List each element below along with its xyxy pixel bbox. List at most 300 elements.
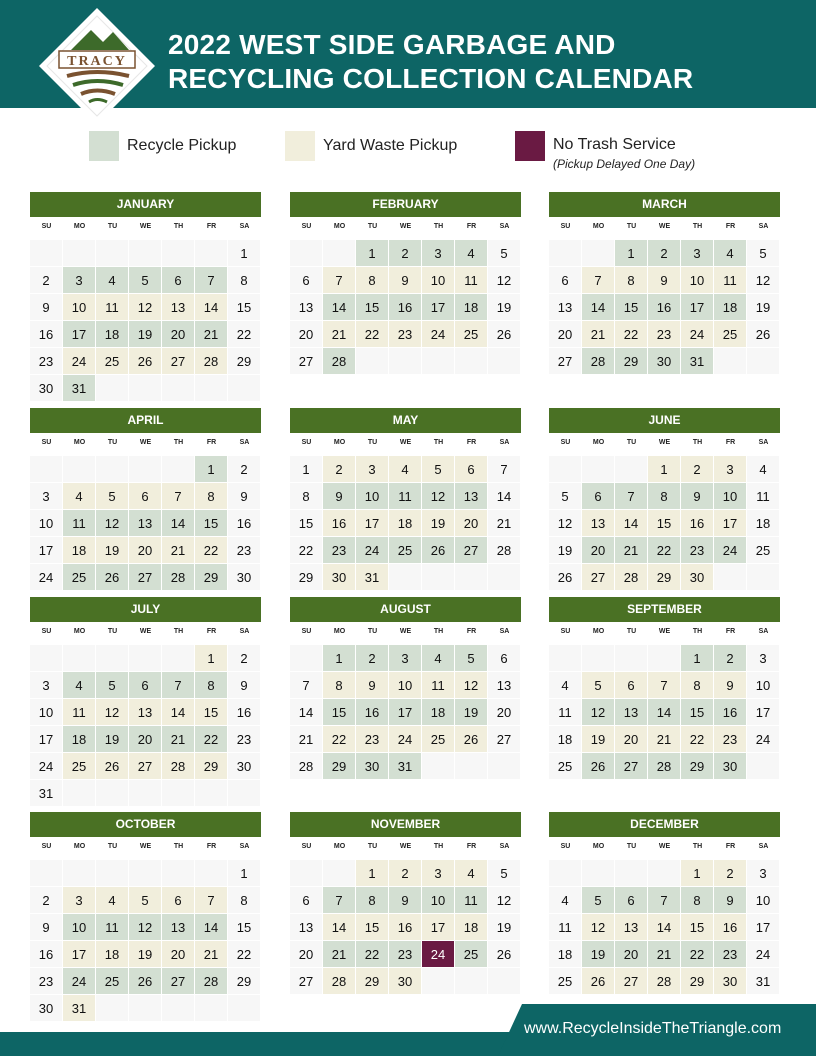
weekday-label: MO	[333, 843, 346, 850]
day-cell: 5	[549, 483, 581, 509]
day-cell: 15	[290, 510, 322, 536]
day-cell: 16	[30, 321, 62, 347]
day-cell: 4	[455, 860, 487, 886]
day-cell: 19	[96, 726, 128, 752]
day-cell: 26	[96, 564, 128, 590]
day-cell: 17	[747, 914, 779, 940]
day-cell: 26	[488, 321, 520, 347]
day-cell: 18	[389, 510, 421, 536]
weekday-label: TH	[692, 223, 703, 230]
day-cell: 6	[162, 887, 194, 913]
weekday-label: TH	[433, 223, 444, 230]
empty-cell	[389, 348, 421, 374]
month-title: JULY	[30, 597, 261, 622]
day-cell: 3	[30, 483, 62, 509]
weekday-label: SU	[301, 223, 312, 230]
day-cell: 15	[356, 294, 388, 320]
day-cell: 16	[228, 699, 260, 725]
day-cell: 6	[162, 267, 194, 293]
day-cell: 3	[747, 645, 779, 671]
day-cell: 7	[290, 672, 322, 698]
day-cell: 29	[228, 968, 260, 994]
empty-cell	[488, 968, 520, 994]
weekday-header	[290, 436, 521, 456]
weekday-label: WE	[658, 223, 671, 230]
empty-cell	[747, 753, 779, 779]
day-cell: 29	[615, 348, 647, 374]
day-cell: 18	[549, 726, 581, 752]
weekday-label: TH	[692, 439, 703, 446]
month-april	[30, 408, 261, 590]
day-cell: 14	[195, 914, 227, 940]
empty-cell	[96, 645, 128, 671]
day-cell: 6	[455, 456, 487, 482]
day-cell: 10	[63, 914, 95, 940]
day-cell: 28	[162, 564, 194, 590]
day-cell: 8	[195, 672, 227, 698]
weekday-label: MO	[73, 439, 86, 446]
weekday-label: TU	[626, 843, 637, 850]
empty-cell	[162, 645, 194, 671]
day-cell: 22	[681, 726, 713, 752]
day-cell: 17	[422, 914, 454, 940]
day-cell: 5	[96, 483, 128, 509]
day-cell: 10	[389, 672, 421, 698]
day-cell: 13	[455, 483, 487, 509]
day-grid	[549, 860, 780, 994]
day-cell: 7	[648, 887, 680, 913]
day-cell: 16	[389, 914, 421, 940]
day-cell: 24	[422, 321, 454, 347]
day-cell: 10	[30, 510, 62, 536]
day-cell: 14	[162, 510, 194, 536]
day-cell: 12	[488, 267, 520, 293]
month-title: OCTOBER	[30, 812, 261, 837]
day-cell: 6	[129, 672, 161, 698]
empty-cell	[389, 564, 421, 590]
day-cell: 18	[455, 914, 487, 940]
weekday-label: SA	[239, 223, 250, 230]
empty-cell	[422, 564, 454, 590]
day-cell: 2	[389, 860, 421, 886]
day-cell: 18	[549, 941, 581, 967]
day-cell: 17	[30, 537, 62, 563]
day-cell: 5	[582, 672, 614, 698]
day-grid	[30, 645, 261, 806]
day-cell: 24	[747, 941, 779, 967]
empty-cell	[582, 645, 614, 671]
day-cell: 31	[681, 348, 713, 374]
day-cell: 22	[356, 941, 388, 967]
day-cell: 21	[488, 510, 520, 536]
day-cell: 4	[63, 483, 95, 509]
empty-cell	[129, 375, 161, 401]
weekday-label: SU	[301, 628, 312, 635]
day-cell: 12	[582, 914, 614, 940]
day-cell: 4	[455, 240, 487, 266]
day-cell: 30	[648, 348, 680, 374]
day-cell: 8	[681, 887, 713, 913]
empty-cell	[30, 645, 62, 671]
day-cell: 17	[681, 294, 713, 320]
day-cell: 11	[96, 294, 128, 320]
day-cell: 30	[30, 995, 62, 1021]
day-cell: 11	[455, 887, 487, 913]
footer-url[interactable]: www.RecycleInsideTheTriangle.com	[524, 1020, 782, 1037]
month-august	[290, 597, 521, 779]
day-cell: 14	[648, 914, 680, 940]
weekday-label: SU	[560, 439, 571, 446]
empty-cell	[195, 780, 227, 806]
weekday-label: MO	[73, 843, 86, 850]
empty-cell	[747, 348, 779, 374]
day-cell: 16	[30, 941, 62, 967]
day-cell: 3	[714, 456, 746, 482]
day-cell: 31	[747, 968, 779, 994]
day-cell: 8	[228, 267, 260, 293]
weekday-label: SA	[239, 439, 250, 446]
day-cell: 6	[549, 267, 581, 293]
day-cell: 20	[162, 321, 194, 347]
day-cell: 9	[30, 914, 62, 940]
empty-cell	[290, 240, 322, 266]
weekday-label: MO	[73, 223, 86, 230]
day-cell: 23	[648, 321, 680, 347]
day-cell: 30	[681, 564, 713, 590]
day-cell: 1	[195, 456, 227, 482]
day-cell: 7	[648, 672, 680, 698]
yard-swatch	[285, 131, 315, 161]
day-cell: 26	[129, 968, 161, 994]
empty-cell	[129, 780, 161, 806]
day-cell: 22	[356, 321, 388, 347]
day-cell: 24	[356, 537, 388, 563]
day-cell: 6	[582, 483, 614, 509]
day-cell: 23	[323, 537, 355, 563]
weekday-label: TU	[367, 439, 378, 446]
weekday-label: FR	[466, 223, 477, 230]
empty-cell	[323, 860, 355, 886]
day-cell: 4	[96, 267, 128, 293]
weekday-label: WE	[139, 439, 152, 446]
weekday-label: TU	[626, 223, 637, 230]
logo-text: TRACY	[67, 54, 127, 69]
day-cell: 13	[290, 294, 322, 320]
empty-cell	[422, 968, 454, 994]
weekday-label: TH	[433, 843, 444, 850]
day-cell: 25	[747, 537, 779, 563]
day-cell: 27	[129, 753, 161, 779]
day-cell: 31	[389, 753, 421, 779]
day-cell: 22	[228, 941, 260, 967]
day-grid	[290, 456, 521, 590]
empty-cell	[714, 564, 746, 590]
day-cell: 11	[549, 914, 581, 940]
day-cell: 18	[714, 294, 746, 320]
day-cell: 18	[422, 699, 454, 725]
day-cell: 4	[96, 887, 128, 913]
day-cell: 27	[129, 564, 161, 590]
day-cell: 7	[162, 672, 194, 698]
day-cell: 23	[228, 537, 260, 563]
empty-cell	[195, 375, 227, 401]
day-cell: 5	[455, 645, 487, 671]
day-cell: 18	[455, 294, 487, 320]
day-grid	[549, 240, 780, 374]
day-cell: 14	[582, 294, 614, 320]
weekday-label: SU	[560, 628, 571, 635]
weekday-label: TH	[692, 628, 703, 635]
empty-cell	[228, 780, 260, 806]
day-cell: 12	[96, 510, 128, 536]
empty-cell	[96, 375, 128, 401]
day-cell: 29	[290, 564, 322, 590]
day-cell: 11	[422, 672, 454, 698]
day-cell: 4	[714, 240, 746, 266]
day-cell: 27	[162, 348, 194, 374]
day-cell: 26	[582, 753, 614, 779]
month-march	[549, 192, 780, 374]
day-cell: 13	[162, 914, 194, 940]
weekday-label: TU	[367, 628, 378, 635]
weekday-label: TH	[173, 628, 184, 635]
weekday-label: WE	[139, 628, 152, 635]
empty-cell	[195, 240, 227, 266]
day-cell: 26	[129, 348, 161, 374]
empty-cell	[96, 780, 128, 806]
day-cell: 14	[323, 294, 355, 320]
day-cell: 26	[488, 941, 520, 967]
day-cell: 22	[323, 726, 355, 752]
day-cell: 24	[63, 968, 95, 994]
day-cell: 29	[356, 968, 388, 994]
weekday-label: SU	[41, 439, 52, 446]
day-cell: 14	[195, 294, 227, 320]
empty-cell	[30, 240, 62, 266]
day-cell: 5	[422, 456, 454, 482]
empty-cell	[129, 860, 161, 886]
weekday-label: SA	[499, 223, 510, 230]
day-cell: 25	[96, 348, 128, 374]
day-cell: 8	[290, 483, 322, 509]
day-cell: 21	[648, 941, 680, 967]
day-cell: 28	[582, 348, 614, 374]
empty-cell	[648, 860, 680, 886]
weekday-header	[290, 625, 521, 645]
day-cell: 29	[323, 753, 355, 779]
day-cell: 20	[129, 726, 161, 752]
weekday-header	[30, 220, 261, 240]
weekday-label: TU	[107, 439, 118, 446]
day-cell: 8	[681, 672, 713, 698]
day-cell: 9	[648, 267, 680, 293]
day-cell: 31	[63, 995, 95, 1021]
day-cell: 4	[747, 456, 779, 482]
day-cell: 16	[323, 510, 355, 536]
weekday-label: FR	[725, 439, 736, 446]
day-cell: 15	[195, 699, 227, 725]
day-cell: 27	[290, 348, 322, 374]
empty-cell	[582, 456, 614, 482]
weekday-label: SA	[499, 439, 510, 446]
empty-cell	[549, 240, 581, 266]
no-trash-label: No Trash Service	[553, 136, 676, 153]
weekday-label: WE	[399, 223, 412, 230]
day-cell: 12	[488, 887, 520, 913]
month-may	[290, 408, 521, 590]
empty-cell	[96, 240, 128, 266]
day-cell: 22	[290, 537, 322, 563]
empty-cell	[290, 645, 322, 671]
weekday-label: SU	[560, 843, 571, 850]
day-cell: 9	[30, 294, 62, 320]
weekday-label: SA	[758, 223, 769, 230]
day-cell: 25	[96, 968, 128, 994]
weekday-header	[549, 220, 780, 240]
day-cell: 28	[323, 348, 355, 374]
weekday-label: SU	[560, 223, 571, 230]
day-cell: 15	[228, 294, 260, 320]
day-grid	[30, 860, 261, 1021]
empty-cell	[129, 456, 161, 482]
day-cell: 7	[323, 267, 355, 293]
empty-cell	[582, 860, 614, 886]
weekday-label: SU	[301, 843, 312, 850]
weekday-label: WE	[658, 628, 671, 635]
weekday-label: WE	[139, 223, 152, 230]
day-cell: 24	[63, 348, 95, 374]
weekday-label: MO	[333, 223, 346, 230]
day-cell: 6	[488, 645, 520, 671]
empty-cell	[129, 645, 161, 671]
day-cell: 2	[681, 456, 713, 482]
weekday-label: FR	[725, 843, 736, 850]
day-cell: 25	[63, 753, 95, 779]
weekday-label: SA	[499, 628, 510, 635]
empty-cell	[63, 645, 95, 671]
day-cell: 21	[323, 941, 355, 967]
day-cell: 12	[582, 699, 614, 725]
no-trash-sublabel: (Pickup Delayed One Day)	[553, 157, 696, 171]
recycle-label: Recycle Pickup	[127, 137, 237, 154]
day-cell: 26	[582, 968, 614, 994]
day-cell: 28	[162, 753, 194, 779]
day-cell: 30	[30, 375, 62, 401]
day-cell: 7	[195, 267, 227, 293]
day-cell: 12	[129, 294, 161, 320]
day-cell: 13	[615, 699, 647, 725]
day-cell: 19	[488, 294, 520, 320]
empty-cell	[455, 968, 487, 994]
weekday-label: MO	[592, 439, 605, 446]
day-grid	[290, 645, 521, 779]
day-grid	[30, 240, 261, 401]
day-cell: 3	[422, 860, 454, 886]
month-title: SEPTEMBER	[549, 597, 780, 622]
day-cell: 7	[195, 887, 227, 913]
empty-cell	[488, 753, 520, 779]
weekday-label: TU	[626, 439, 637, 446]
day-cell: 2	[714, 860, 746, 886]
weekday-label: MO	[592, 223, 605, 230]
day-cell: 4	[549, 887, 581, 913]
day-cell: 22	[228, 321, 260, 347]
day-cell: 30	[714, 968, 746, 994]
day-cell: 19	[129, 321, 161, 347]
day-cell: 19	[549, 537, 581, 563]
day-cell: 29	[648, 564, 680, 590]
day-cell: 6	[615, 672, 647, 698]
day-cell: 5	[96, 672, 128, 698]
day-cell: 1	[323, 645, 355, 671]
day-cell: 21	[195, 941, 227, 967]
day-cell: 5	[582, 887, 614, 913]
day-cell: 3	[747, 860, 779, 886]
empty-cell	[162, 375, 194, 401]
recycle-swatch	[89, 131, 119, 161]
empty-cell	[549, 645, 581, 671]
day-cell: 23	[714, 726, 746, 752]
weekday-label: FR	[466, 439, 477, 446]
day-cell: 9	[228, 483, 260, 509]
empty-cell	[648, 645, 680, 671]
empty-cell	[747, 564, 779, 590]
day-cell: 2	[228, 645, 260, 671]
day-cell: 20	[488, 699, 520, 725]
day-cell: 28	[648, 968, 680, 994]
day-cell: 30	[389, 968, 421, 994]
day-cell: 11	[96, 914, 128, 940]
weekday-label: FR	[466, 628, 477, 635]
weekday-label: WE	[139, 843, 152, 850]
day-cell: 6	[129, 483, 161, 509]
day-cell: 11	[455, 267, 487, 293]
day-cell: 15	[195, 510, 227, 536]
day-cell: 3	[389, 645, 421, 671]
day-cell: 23	[389, 321, 421, 347]
day-cell: 1	[615, 240, 647, 266]
weekday-label: SA	[239, 843, 250, 850]
weekday-header	[30, 840, 261, 860]
month-september	[549, 597, 780, 779]
day-cell: 7	[162, 483, 194, 509]
empty-cell	[615, 860, 647, 886]
day-cell: 24	[30, 753, 62, 779]
day-grid	[549, 456, 780, 590]
weekday-label: TH	[433, 628, 444, 635]
day-cell: 13	[488, 672, 520, 698]
day-cell: 13	[129, 699, 161, 725]
day-cell: 21	[162, 726, 194, 752]
no-trash-swatch	[515, 131, 545, 161]
day-cell: 16	[681, 510, 713, 536]
day-cell: 24	[681, 321, 713, 347]
empty-cell	[228, 995, 260, 1021]
day-cell: 21	[615, 537, 647, 563]
weekday-label: FR	[725, 223, 736, 230]
day-cell: 3	[681, 240, 713, 266]
empty-cell	[488, 348, 520, 374]
empty-cell	[129, 240, 161, 266]
day-cell: 21	[323, 321, 355, 347]
day-cell: 15	[681, 699, 713, 725]
month-december	[549, 812, 780, 994]
day-cell: 11	[549, 699, 581, 725]
weekday-header	[549, 840, 780, 860]
weekday-label: SU	[41, 628, 52, 635]
empty-cell	[228, 375, 260, 401]
empty-cell	[30, 860, 62, 886]
